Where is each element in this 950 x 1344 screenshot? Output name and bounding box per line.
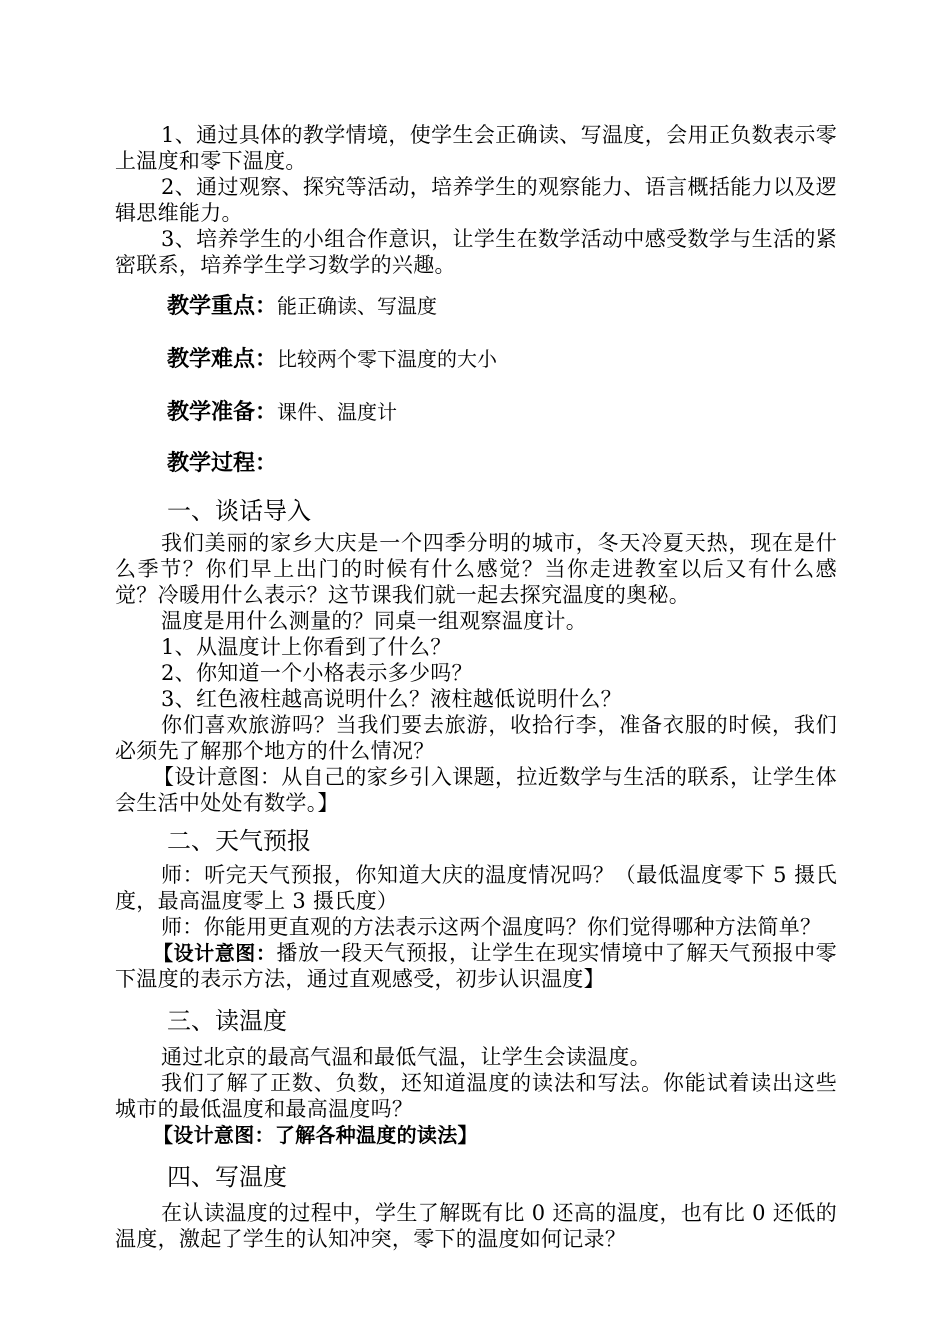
section-2-paragraph: 师：听完天气预报，你知道大庆的温度情况吗？（最低温度零下 5 摄氏度，最高温度零上 3 摄氏度） xyxy=(115,863,837,913)
difficulty-value: 比较两个零下温度的大小 xyxy=(277,347,498,371)
objective-2: 2、通过观察、探究等活动，培养学生的观察能力、语言概括能力以及逻辑思维能力。 xyxy=(115,175,837,225)
process-label: 教学过程： xyxy=(167,451,278,476)
section-1-question: 1、从温度计上你看到了什么？ xyxy=(161,635,452,659)
section-3-paragraph: 通过北京的最高气温和最低气温，让学生会读温度。 xyxy=(161,1045,651,1069)
section-1-paragraph: 你们喜欢旅游吗？当我们要去旅游，收拾行李，准备衣服的时候，我们必须先了解那个地方的什么情况？ xyxy=(115,713,837,763)
section-3-body xyxy=(115,1044,837,1148)
section-1-question: 3、红色液柱越高说明什么？液柱越低说明什么？ xyxy=(161,687,622,711)
objective-3: 3、培养学生的小组合作意识，让学生在数学活动中感受数学与生活的紧密联系，培养学生学习数学的兴趣。 xyxy=(115,227,837,277)
section-4-paragraph: 在认读温度的过程中，学生了解既有比 0 还高的温度，也有比 0 还低的温度，激起了学生的认知冲突，零下的温度如何记录？ xyxy=(115,1201,837,1251)
difficulty xyxy=(115,345,837,374)
section-1-paragraph: 温度是用什么测量的？同桌一组观察温度计。 xyxy=(161,609,587,633)
section-1-design-intent: 【设计意图：从自己的家乡引入课题，拉近数学与生活的联系，让学生体会生活中处处有数学。】 xyxy=(115,765,837,815)
section-1-question: 2、你知道一个小格表示多少吗？ xyxy=(161,661,473,685)
key-point-label: 教学重点： xyxy=(167,294,278,319)
section-2-paragraph: 师：你能用更直观的方法表示这两个温度吗？你们觉得哪种方法简单？ xyxy=(161,915,822,939)
key-point xyxy=(115,292,837,321)
key-point-value: 能正确读、写温度 xyxy=(277,294,438,318)
preparation-label: 教学准备： xyxy=(167,400,278,425)
objective-1: 1、通过具体的教学情境，使学生会正确读、写温度，会用正负数表示零上温度和零下温度。 xyxy=(115,123,837,173)
design-intent-text: 了解各种温度的读法】 xyxy=(274,1123,478,1147)
section-2-body xyxy=(115,862,837,992)
section-2-title: 二、天气预报 xyxy=(167,827,311,855)
section-4-title: 四、写温度 xyxy=(167,1163,287,1191)
preparation-value: 课件、温度计 xyxy=(277,400,398,424)
section-1-paragraph: 我们美丽的家乡大庆是一个四季分明的城市，冬天冷夏天热，现在是什么季节？你们早上出门的时候有什么感觉？当你走进教室以后又有什么感觉？冷暖用什么表示？这节课我们就一起去探究温度的奥秘。 xyxy=(115,531,837,607)
preparation xyxy=(115,398,837,427)
design-intent-label: 【设计意图： xyxy=(153,1123,275,1147)
section-4-body xyxy=(115,1200,837,1252)
section-1-body xyxy=(115,530,837,816)
design-intent-label: 【设计意图： xyxy=(153,941,277,965)
section-3-paragraph: 我们了解了正数、负数，还知道温度的读法和写法。你能试着读出这些城市的最低温度和最高温度吗？ xyxy=(115,1071,837,1121)
section-3-design-intent xyxy=(115,1122,837,1148)
design-intent-text: 播放一段天气预报，让学生在现实情境中了解天气预报中零下温度的表示方法，通过直观感受，初步认识温度】 xyxy=(115,941,837,991)
difficulty-label: 教学难点： xyxy=(167,347,278,372)
section-1-title: 一、谈话导入 xyxy=(167,497,311,525)
process-heading xyxy=(115,450,837,478)
section-2-design-intent xyxy=(115,940,837,992)
section-3-title: 三、读温度 xyxy=(167,1007,287,1035)
